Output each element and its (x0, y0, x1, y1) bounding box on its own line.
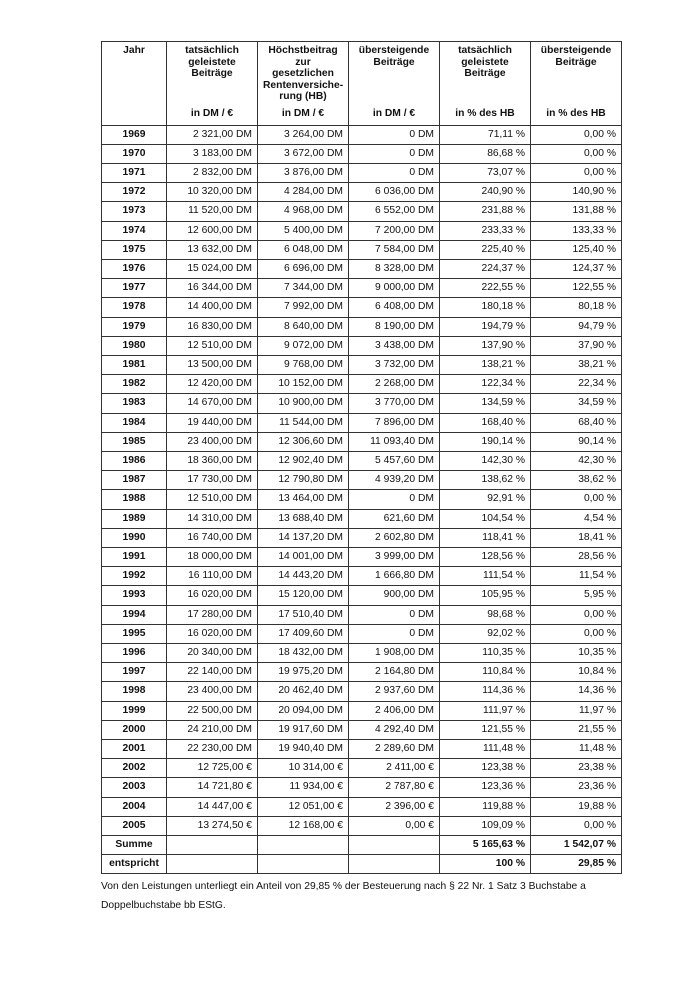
cell-excess-percent: 4,54 % (531, 509, 622, 528)
cell-paid-contributions: 16 110,00 DM (167, 567, 258, 586)
cell-year: 1979 (102, 317, 167, 336)
cell-year: 1981 (102, 355, 167, 374)
cell-max-contribution: 3 672,00 DM (258, 144, 349, 163)
cell-paid-contributions: 12 420,00 DM (167, 375, 258, 394)
cell-year: 1990 (102, 528, 167, 547)
cell-paid-percent: 98,68 % (440, 605, 531, 624)
cell-max-contribution: 6 048,00 DM (258, 240, 349, 259)
cell-paid-percent: 104,54 % (440, 509, 531, 528)
cell-excess-contributions: 2 411,00 € (349, 759, 440, 778)
cell-excess-percent: 21,55 % (531, 720, 622, 739)
cell-excess-percent: 10,84 % (531, 663, 622, 682)
table-row (102, 586, 622, 605)
cell-year: 1983 (102, 394, 167, 413)
cell-paid-percent: 168,40 % (440, 413, 531, 432)
table-row (102, 183, 622, 202)
cell-excess-percent: 10,35 % (531, 643, 622, 662)
cell-excess-contributions: 0 DM (349, 125, 440, 144)
cell-paid-contributions: 16 020,00 DM (167, 586, 258, 605)
cell-paid-percent: 138,62 % (440, 471, 531, 490)
cell-excess-percent: 28,56 % (531, 547, 622, 566)
cell-excess-contributions: 0 DM (349, 490, 440, 509)
cell-paid-contributions (167, 855, 258, 874)
cell-excess-percent: 90,14 % (531, 432, 622, 451)
cell-excess-percent: 124,37 % (531, 259, 622, 278)
cell-paid-percent: 240,90 % (440, 183, 531, 202)
header-excess-contributions: übersteigende Beiträge (349, 42, 440, 103)
cell-year: 2001 (102, 740, 167, 759)
cell-paid-contributions: 3 183,00 DM (167, 144, 258, 163)
cell-paid-contributions: 17 280,00 DM (167, 605, 258, 624)
cell-excess-contributions: 9 000,00 DM (349, 279, 440, 298)
cell-year: 1980 (102, 336, 167, 355)
cell-year: 1989 (102, 509, 167, 528)
cell-max-contribution: 3 876,00 DM (258, 163, 349, 182)
cell-excess-percent: 140,90 % (531, 183, 622, 202)
cell-paid-percent: 121,55 % (440, 720, 531, 739)
cell-year: 1978 (102, 298, 167, 317)
cell-year: 1993 (102, 586, 167, 605)
header-excess-percent: übersteigende Beiträge (531, 42, 622, 103)
cell-excess-percent: 0,00 % (531, 490, 622, 509)
table-row (102, 413, 622, 432)
cell-excess-percent: 94,79 % (531, 317, 622, 336)
cell-max-contribution: 18 432,00 DM (258, 643, 349, 662)
table-body (102, 125, 622, 874)
cell-max-contribution: 3 264,00 DM (258, 125, 349, 144)
footnote: Von den Leistungen unterliegt ein Anteil von 29,85 % der Besteuerung nach § 22 Nr. 1 Satz 3 Buchstabe a Doppelbuchstabe bb EStG. (101, 881, 586, 911)
cell-paid-percent: 123,36 % (440, 778, 531, 797)
cell-paid-contributions: 16 020,00 DM (167, 624, 258, 643)
cell-max-contribution: 8 640,00 DM (258, 317, 349, 336)
cell-excess-contributions: 2 602,80 DM (349, 528, 440, 547)
table-row (102, 298, 622, 317)
table-row (102, 547, 622, 566)
cell-paid-percent: 92,91 % (440, 490, 531, 509)
cell-paid-percent: 119,88 % (440, 797, 531, 816)
cell-paid-contributions: 2 832,00 DM (167, 163, 258, 182)
cell-excess-percent: 133,33 % (531, 221, 622, 240)
cell-excess-contributions: 1 666,80 DM (349, 567, 440, 586)
table-row (102, 643, 622, 662)
cell-max-contribution: 12 051,00 € (258, 797, 349, 816)
cell-paid-contributions: 19 440,00 DM (167, 413, 258, 432)
unit-max-contribution: in DM / € (258, 103, 349, 126)
cell-year: 1994 (102, 605, 167, 624)
cell-excess-percent: 68,40 % (531, 413, 622, 432)
cell-year: 2004 (102, 797, 167, 816)
cell-paid-contributions: 10 320,00 DM (167, 183, 258, 202)
unit-year (102, 103, 167, 126)
cell-excess-percent: 0,00 % (531, 125, 622, 144)
cell-excess-percent: 0,00 % (531, 816, 622, 835)
table-row (102, 778, 622, 797)
cell-paid-contributions: 16 344,00 DM (167, 279, 258, 298)
cell-paid-contributions: 15 024,00 DM (167, 259, 258, 278)
cell-paid-contributions: 16 830,00 DM (167, 317, 258, 336)
cell-year: 1982 (102, 375, 167, 394)
cell-excess-percent: 5,95 % (531, 586, 622, 605)
cell-max-contribution: 7 992,00 DM (258, 298, 349, 317)
unit-excess-contributions: in DM / € (349, 103, 440, 126)
cell-year: 1977 (102, 279, 167, 298)
cell-excess-contributions: 2 164,80 DM (349, 663, 440, 682)
cell-excess-contributions: 7 896,00 DM (349, 413, 440, 432)
cell-year: 1986 (102, 451, 167, 470)
cell-year: entspricht (102, 855, 167, 874)
cell-excess-contributions: 1 908,00 DM (349, 643, 440, 662)
table-row (102, 701, 622, 720)
table-row (102, 509, 622, 528)
cell-excess-percent: 38,62 % (531, 471, 622, 490)
cell-year: 1997 (102, 663, 167, 682)
cell-max-contribution: 20 462,40 DM (258, 682, 349, 701)
cell-year: 2005 (102, 816, 167, 835)
table-row (102, 816, 622, 835)
cell-excess-percent: 131,88 % (531, 202, 622, 221)
cell-excess-contributions: 6 036,00 DM (349, 183, 440, 202)
cell-excess-percent: 11,54 % (531, 567, 622, 586)
cell-paid-percent: 114,36 % (440, 682, 531, 701)
cell-max-contribution: 10 152,00 DM (258, 375, 349, 394)
cell-excess-percent: 23,36 % (531, 778, 622, 797)
cell-paid-percent: 110,84 % (440, 663, 531, 682)
cell-excess-percent: 38,21 % (531, 355, 622, 374)
cell-paid-percent: 105,95 % (440, 586, 531, 605)
cell-paid-percent: 122,34 % (440, 375, 531, 394)
cell-paid-percent: 138,21 % (440, 355, 531, 374)
cell-excess-contributions: 3 999,00 DM (349, 547, 440, 566)
cell-max-contribution: 14 443,20 DM (258, 567, 349, 586)
cell-paid-contributions: 14 310,00 DM (167, 509, 258, 528)
cell-paid-percent: 73,07 % (440, 163, 531, 182)
cell-excess-percent: 11,48 % (531, 740, 622, 759)
cell-excess-contributions: 7 584,00 DM (349, 240, 440, 259)
cell-max-contribution: 10 314,00 € (258, 759, 349, 778)
cell-paid-percent: 180,18 % (440, 298, 531, 317)
cell-excess-contributions: 2 406,00 DM (349, 701, 440, 720)
cell-paid-contributions: 23 400,00 DM (167, 682, 258, 701)
cell-max-contribution: 17 409,60 DM (258, 624, 349, 643)
cell-excess-contributions: 2 787,80 € (349, 778, 440, 797)
cell-max-contribution: 19 940,40 DM (258, 740, 349, 759)
cell-max-contribution: 12 168,00 € (258, 816, 349, 835)
cell-paid-contributions: 20 340,00 DM (167, 643, 258, 662)
table-row (102, 202, 622, 221)
cell-paid-percent: 190,14 % (440, 432, 531, 451)
header-max-contribution: Höchstbeitrag zur gesetzlichen Rentenversiche-rung (HB) (258, 42, 349, 103)
cell-excess-percent: 37,90 % (531, 336, 622, 355)
cell-paid-percent: 194,79 % (440, 317, 531, 336)
cell-max-contribution: 12 306,60 DM (258, 432, 349, 451)
cell-paid-contributions: 24 210,00 DM (167, 720, 258, 739)
cell-excess-percent: 14,36 % (531, 682, 622, 701)
cell-excess-percent: 18,41 % (531, 528, 622, 547)
unit-excess-percent: in % des HB (531, 103, 622, 126)
summary-row (102, 836, 622, 855)
cell-excess-contributions: 0 DM (349, 624, 440, 643)
cell-max-contribution: 5 400,00 DM (258, 221, 349, 240)
cell-excess-percent: 23,38 % (531, 759, 622, 778)
cell-paid-contributions: 14 400,00 DM (167, 298, 258, 317)
cell-paid-percent: 222,55 % (440, 279, 531, 298)
table-row (102, 624, 622, 643)
cell-excess-contributions: 7 200,00 DM (349, 221, 440, 240)
summary-row (102, 855, 622, 874)
cell-paid-contributions: 13 500,00 DM (167, 355, 258, 374)
table-row (102, 605, 622, 624)
cell-paid-percent: 118,41 % (440, 528, 531, 547)
cell-max-contribution: 10 900,00 DM (258, 394, 349, 413)
table-row (102, 740, 622, 759)
cell-excess-percent: 0,00 % (531, 163, 622, 182)
cell-paid-percent: 111,54 % (440, 567, 531, 586)
table-row (102, 528, 622, 547)
cell-paid-percent: 92,02 % (440, 624, 531, 643)
cell-excess-contributions: 5 457,60 DM (349, 451, 440, 470)
table-row (102, 759, 622, 778)
cell-paid-contributions: 23 400,00 DM (167, 432, 258, 451)
cell-paid-percent: 111,97 % (440, 701, 531, 720)
header-year: Jahr (102, 42, 167, 103)
cell-max-contribution: 13 688,40 DM (258, 509, 349, 528)
cell-paid-percent: 110,35 % (440, 643, 531, 662)
cell-max-contribution: 12 902,40 DM (258, 451, 349, 470)
cell-year: 2003 (102, 778, 167, 797)
table-row (102, 259, 622, 278)
cell-paid-contributions: 14 721,80 € (167, 778, 258, 797)
cell-max-contribution: 9 072,00 DM (258, 336, 349, 355)
cell-year: 1996 (102, 643, 167, 662)
table-row (102, 125, 622, 144)
cell-max-contribution: 20 094,00 DM (258, 701, 349, 720)
table-row (102, 451, 622, 470)
cell-year: 1987 (102, 471, 167, 490)
cell-paid-percent: 109,09 % (440, 816, 531, 835)
cell-max-contribution (258, 855, 349, 874)
cell-max-contribution: 4 968,00 DM (258, 202, 349, 221)
cell-max-contribution: 7 344,00 DM (258, 279, 349, 298)
cell-paid-percent: 71,11 % (440, 125, 531, 144)
cell-excess-percent: 22,34 % (531, 375, 622, 394)
cell-paid-percent: 86,68 % (440, 144, 531, 163)
cell-excess-contributions: 8 328,00 DM (349, 259, 440, 278)
cell-excess-contributions: 4 939,20 DM (349, 471, 440, 490)
cell-excess-contributions: 3 438,00 DM (349, 336, 440, 355)
cell-max-contribution: 11 544,00 DM (258, 413, 349, 432)
cell-year: 1970 (102, 144, 167, 163)
table-row (102, 279, 622, 298)
cell-excess-contributions: 900,00 DM (349, 586, 440, 605)
cell-max-contribution: 11 934,00 € (258, 778, 349, 797)
cell-paid-contributions: 11 520,00 DM (167, 202, 258, 221)
cell-excess-contributions: 11 093,40 DM (349, 432, 440, 451)
cell-excess-contributions (349, 855, 440, 874)
cell-max-contribution: 14 001,00 DM (258, 547, 349, 566)
cell-paid-contributions: 16 740,00 DM (167, 528, 258, 547)
cell-year: 1999 (102, 701, 167, 720)
cell-max-contribution: 19 917,60 DM (258, 720, 349, 739)
table-row (102, 144, 622, 163)
cell-paid-contributions (167, 836, 258, 855)
cell-paid-percent: 128,56 % (440, 547, 531, 566)
cell-excess-percent: 34,59 % (531, 394, 622, 413)
table-row (102, 432, 622, 451)
unit-paid-contributions: in DM / € (167, 103, 258, 126)
table-row (102, 490, 622, 509)
cell-year: 1969 (102, 125, 167, 144)
cell-year: 1975 (102, 240, 167, 259)
table-row (102, 240, 622, 259)
cell-paid-contributions: 22 500,00 DM (167, 701, 258, 720)
cell-paid-percent: 231,88 % (440, 202, 531, 221)
cell-paid-contributions: 14 670,00 DM (167, 394, 258, 413)
cell-paid-contributions: 17 730,00 DM (167, 471, 258, 490)
cell-excess-contributions: 0,00 € (349, 816, 440, 835)
cell-year: 1973 (102, 202, 167, 221)
cell-max-contribution: 4 284,00 DM (258, 183, 349, 202)
cell-excess-contributions: 8 190,00 DM (349, 317, 440, 336)
cell-excess-contributions: 2 289,60 DM (349, 740, 440, 759)
cell-excess-percent: 0,00 % (531, 144, 622, 163)
cell-paid-contributions: 13 632,00 DM (167, 240, 258, 259)
cell-excess-percent: 0,00 % (531, 624, 622, 643)
cell-paid-percent: 233,33 % (440, 221, 531, 240)
cell-excess-percent: 0,00 % (531, 605, 622, 624)
cell-excess-contributions: 0 DM (349, 605, 440, 624)
cell-excess-contributions: 0 DM (349, 144, 440, 163)
cell-year: 1992 (102, 567, 167, 586)
cell-paid-percent: 137,90 % (440, 336, 531, 355)
table-row (102, 317, 622, 336)
cell-year: 2000 (102, 720, 167, 739)
cell-year: 2002 (102, 759, 167, 778)
table-row (102, 720, 622, 739)
table-row (102, 663, 622, 682)
cell-year: 1976 (102, 259, 167, 278)
cell-max-contribution: 17 510,40 DM (258, 605, 349, 624)
cell-paid-contributions: 22 230,00 DM (167, 740, 258, 759)
cell-year: 1972 (102, 183, 167, 202)
table-row (102, 221, 622, 240)
cell-paid-contributions: 12 510,00 DM (167, 490, 258, 509)
cell-year: 1985 (102, 432, 167, 451)
cell-excess-percent: 29,85 % (531, 855, 622, 874)
cell-year: 1974 (102, 221, 167, 240)
cell-paid-contributions: 12 725,00 € (167, 759, 258, 778)
cell-excess-contributions: 2 396,00 € (349, 797, 440, 816)
cell-excess-contributions: 0 DM (349, 163, 440, 182)
cell-excess-percent: 42,30 % (531, 451, 622, 470)
cell-year: 1988 (102, 490, 167, 509)
header-title-row (102, 42, 622, 103)
cell-excess-percent: 11,97 % (531, 701, 622, 720)
cell-paid-contributions: 18 360,00 DM (167, 451, 258, 470)
cell-max-contribution: 9 768,00 DM (258, 355, 349, 374)
cell-excess-contributions: 2 268,00 DM (349, 375, 440, 394)
cell-excess-contributions: 3 770,00 DM (349, 394, 440, 413)
cell-paid-contributions: 14 447,00 € (167, 797, 258, 816)
cell-paid-percent: 123,38 % (440, 759, 531, 778)
cell-excess-percent: 80,18 % (531, 298, 622, 317)
cell-excess-contributions (349, 836, 440, 855)
cell-max-contribution: 15 120,00 DM (258, 586, 349, 605)
cell-excess-percent: 122,55 % (531, 279, 622, 298)
table-row (102, 375, 622, 394)
cell-paid-percent: 142,30 % (440, 451, 531, 470)
header-paid-contributions: tatsächlich geleistete Beiträge (167, 42, 258, 103)
cell-year: 1971 (102, 163, 167, 182)
table-row (102, 471, 622, 490)
cell-paid-percent: 224,37 % (440, 259, 531, 278)
cell-paid-contributions: 13 274,50 € (167, 816, 258, 835)
cell-year: 1991 (102, 547, 167, 566)
table-row (102, 336, 622, 355)
cell-excess-contributions: 621,60 DM (349, 509, 440, 528)
cell-paid-percent: 134,59 % (440, 394, 531, 413)
cell-excess-percent: 125,40 % (531, 240, 622, 259)
header-unit-row (102, 103, 622, 126)
cell-paid-contributions: 22 140,00 DM (167, 663, 258, 682)
contributions-table (101, 41, 622, 874)
cell-excess-contributions: 6 408,00 DM (349, 298, 440, 317)
cell-paid-percent: 100 % (440, 855, 531, 874)
cell-excess-contributions: 4 292,40 DM (349, 720, 440, 739)
table-row (102, 797, 622, 816)
cell-year: 1984 (102, 413, 167, 432)
table-row (102, 394, 622, 413)
cell-year: Summe (102, 836, 167, 855)
cell-max-contribution: 13 464,00 DM (258, 490, 349, 509)
header-paid-percent: tatsächlich geleistete Beiträge (440, 42, 531, 103)
cell-excess-contributions: 3 732,00 DM (349, 355, 440, 374)
cell-paid-contributions: 12 510,00 DM (167, 336, 258, 355)
cell-excess-contributions: 2 937,60 DM (349, 682, 440, 701)
table-row (102, 682, 622, 701)
cell-paid-contributions: 18 000,00 DM (167, 547, 258, 566)
table-row (102, 355, 622, 374)
cell-excess-percent: 19,88 % (531, 797, 622, 816)
cell-paid-contributions: 2 321,00 DM (167, 125, 258, 144)
cell-max-contribution: 14 137,20 DM (258, 528, 349, 547)
cell-max-contribution: 12 790,80 DM (258, 471, 349, 490)
cell-paid-percent: 5 165,63 % (440, 836, 531, 855)
cell-paid-percent: 225,40 % (440, 240, 531, 259)
cell-max-contribution: 19 975,20 DM (258, 663, 349, 682)
unit-paid-percent: in % des HB (440, 103, 531, 126)
cell-excess-contributions: 6 552,00 DM (349, 202, 440, 221)
cell-max-contribution (258, 836, 349, 855)
table-row (102, 567, 622, 586)
cell-excess-percent: 1 542,07 % (531, 836, 622, 855)
cell-max-contribution: 6 696,00 DM (258, 259, 349, 278)
table-row (102, 163, 622, 182)
cell-paid-percent: 111,48 % (440, 740, 531, 759)
cell-paid-contributions: 12 600,00 DM (167, 221, 258, 240)
cell-year: 1995 (102, 624, 167, 643)
cell-year: 1998 (102, 682, 167, 701)
